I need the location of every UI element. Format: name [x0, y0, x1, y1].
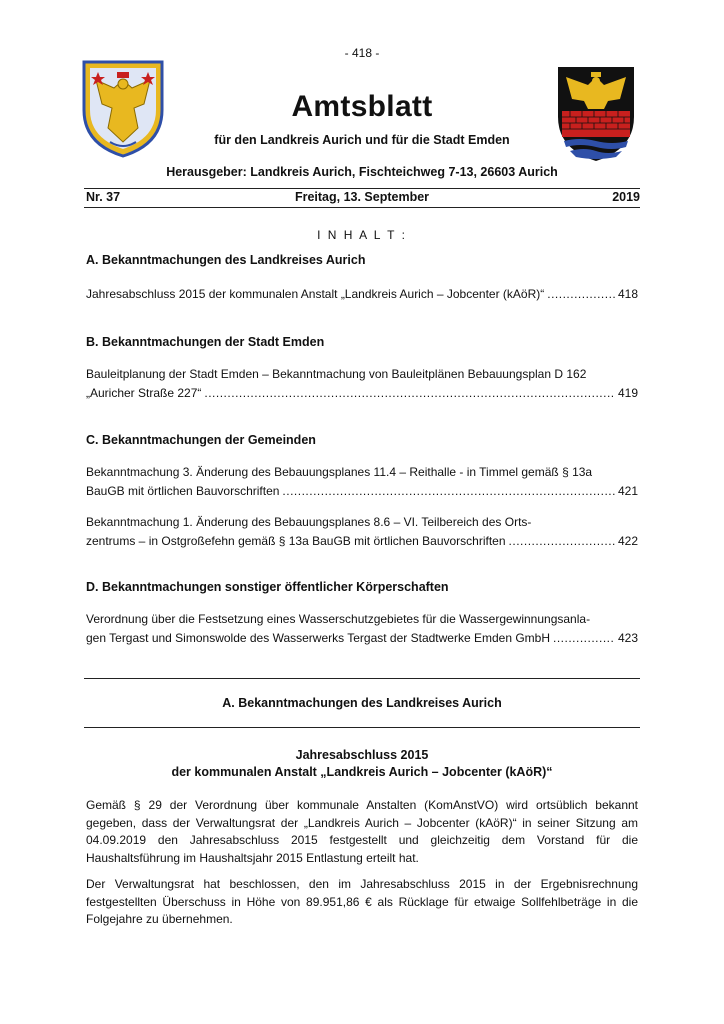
section-divider: [84, 727, 640, 728]
issue-row: [84, 190, 640, 206]
toc-section-heading: B. Bekanntmachungen der Stadt Emden: [86, 335, 325, 349]
issue-date: Freitag, 13. September: [294, 190, 430, 204]
article-paragraph: Der Verwaltungsrat hat beschlossen, den im Jahresabschluss 2015 in der Ergebnisrechnung festgestellten Überschuss in Höhe von 89.951,86 € als Rücklage für etwaige Sollfehlbeträge in die Folgejahre zu übernehmen.: [86, 877, 638, 926]
toc-entry-text: Bekanntmachung 1. Änderung des Bebauungsplanes 8.6 – VI. Teilbereich des Orts-: [86, 515, 532, 529]
toc-entry-text: gen Tergast und Simonswolde des Wasserwerks Tergast der Stadtwerke Emden GmbH: [86, 631, 550, 645]
toc-entry-page: 419: [617, 386, 638, 400]
toc-entry[interactable]: [86, 610, 638, 648]
toc-entry-text: Verordnung über die Festsetzung eines Wasserschutzgebietes für die Wassergewinnungsanla-: [86, 612, 591, 626]
issue-year: 2019: [612, 190, 640, 204]
article-title-line: der kommunalen Anstalt „Landkreis Aurich – Jobcenter (kAöR)“: [171, 765, 553, 779]
section-banner: A. Bekanntmachungen des Landkreises Aurich: [222, 696, 502, 710]
toc-entry[interactable]: [86, 365, 638, 403]
toc-leader-dots: [547, 285, 615, 304]
page-number: - 418 -: [344, 46, 380, 60]
page-title: Amtsblatt: [291, 90, 433, 123]
issue-number: Nr. 37: [86, 190, 121, 204]
toc-section-heading: C. Bekanntmachungen der Gemeinden: [86, 433, 316, 447]
article-title: [0, 747, 724, 781]
page-subtitle: für den Landkreis Aurich und für die Stadt Emden: [214, 133, 510, 147]
toc-leader-dots: [509, 532, 615, 551]
toc-entry-text: Bauleitplanung der Stadt Emden – Bekanntmachung von Bauleitplänen Bebauungsplan D 162: [86, 367, 587, 381]
publisher-line: Herausgeber: Landkreis Aurich, Fischteichweg 7-13, 26603 Aurich: [166, 165, 558, 179]
article-title-line: Jahresabschluss 2015: [295, 748, 429, 762]
toc-entry-page: 421: [617, 484, 638, 498]
toc-entry[interactable]: [86, 513, 638, 551]
header-rule-bottom: [84, 207, 640, 208]
toc-entry-text: Jahresabschluss 2015 der kommunalen Anstalt „Landkreis Aurich – Jobcenter (kAöR)“: [86, 287, 545, 301]
section-divider: [84, 678, 640, 679]
toc-heading: I N H A L T :: [317, 228, 407, 242]
toc-section-heading: A. Bekanntmachungen des Landkreises Aurich: [86, 253, 366, 267]
toc-entry-text: BauGB mit örtlichen Bauvorschriften: [86, 484, 280, 498]
header-rule-top: [84, 188, 640, 189]
toc-entry[interactable]: [86, 285, 638, 304]
toc-entry[interactable]: [86, 463, 638, 501]
toc-entry-text: zentrums – in Ostgroßefehn gemäß § 13a BauGB mit örtlichen Bauvorschriften: [86, 534, 506, 548]
toc-entry-text: „Auricher Straße 227“: [86, 386, 202, 400]
toc-leader-dots: [204, 384, 615, 403]
toc-entry-text: Bekanntmachung 3. Änderung des Bebauungsplanes 11.4 – Reithalle - in Timmel gemäß § 13a: [86, 465, 593, 479]
toc-entry-page: 422: [617, 534, 638, 548]
article-paragraph: Gemäß § 29 der Verordnung über kommunale Anstalten (KomAnstVO) wird ortsüblich bekannt gegeben, dass der Verwaltungsrat der „Landkreis Aurich – Jobcenter (kAöR)“ in seiner Sitzung am 04.09.2019 den Jahresabschluss 2015 festgestellt und gleichzeitig dem Vorstand für die Haushaltsführung im Haushaltsjahr 2015 Entlastung erteilt hat.: [86, 798, 638, 865]
toc-leader-dots: [553, 629, 615, 648]
toc-section-heading: D. Bekanntmachungen sonstiger öffentlicher Körperschaften: [86, 580, 449, 594]
toc-entry-page: 423: [617, 631, 638, 645]
toc-entry-page: 418: [617, 287, 638, 301]
toc-leader-dots: [282, 482, 615, 501]
